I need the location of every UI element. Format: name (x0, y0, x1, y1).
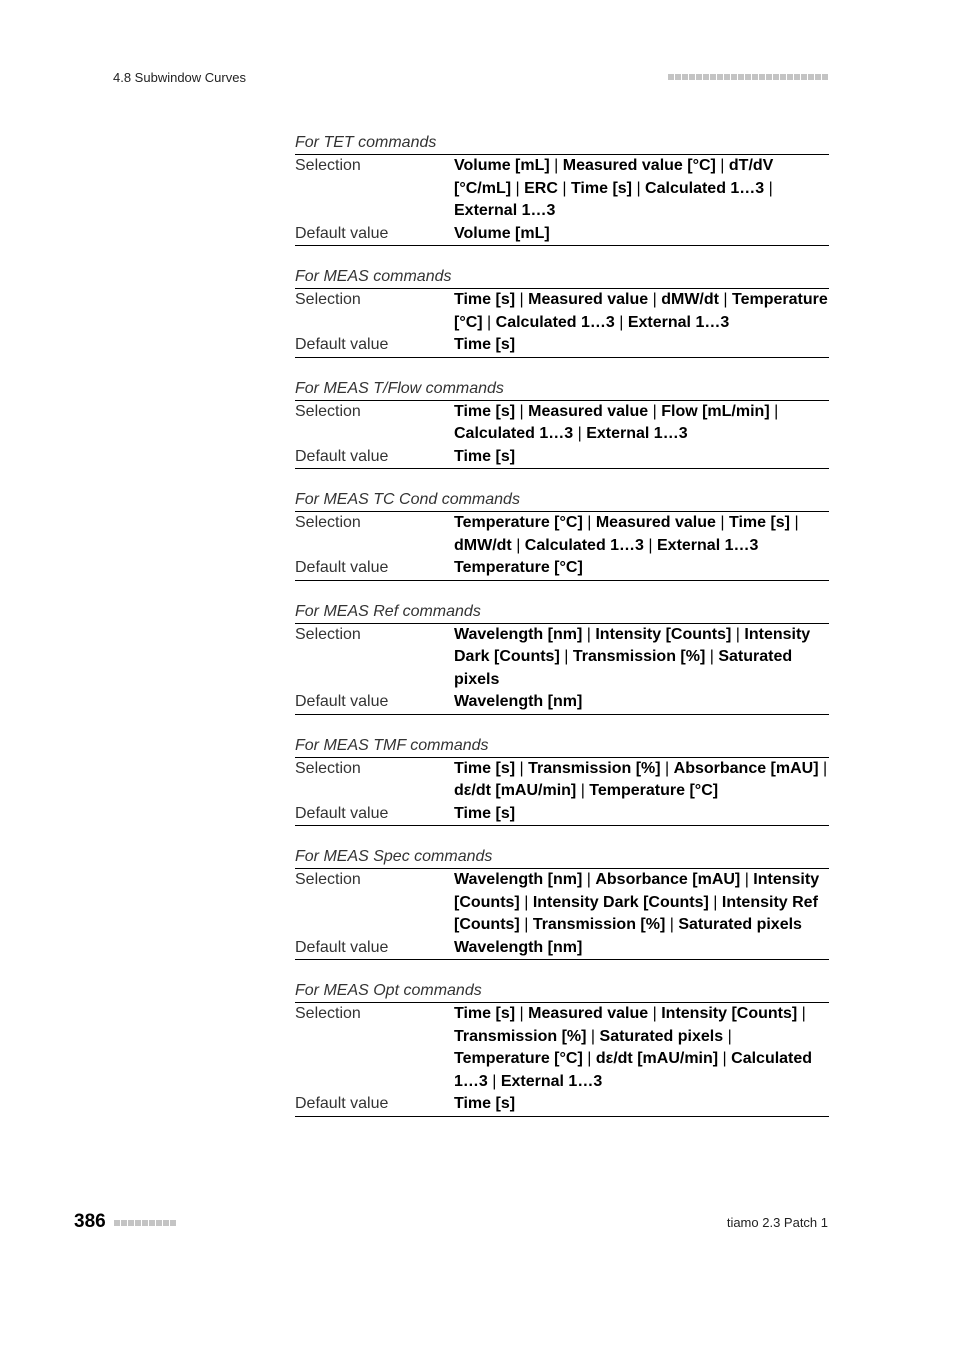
selection-option: Temperature [°C] (454, 1050, 583, 1067)
option-separator: | (648, 1005, 662, 1022)
option-separator: | (818, 759, 828, 777)
selection-option: dMW/dt (661, 291, 719, 308)
default-value: Time [s] (454, 804, 516, 822)
decoration-square (149, 1220, 155, 1226)
product-name: tiamo 2.3 Patch 1 (726, 1215, 828, 1230)
selection-option: Flow [mL/min] (661, 402, 770, 420)
selection-row (295, 624, 829, 692)
selection-label: Selection (295, 759, 361, 777)
selection-option: dε/dt [mAU/min] (595, 1050, 719, 1067)
option-separator: | (557, 179, 571, 197)
selection-row (295, 869, 829, 937)
command-group (295, 489, 829, 581)
decoration-square (752, 74, 758, 80)
selection-option: Intensity Dark [Counts] (532, 893, 709, 911)
decoration-square (142, 1220, 148, 1226)
option-separator: | (482, 313, 496, 331)
decoration-square (114, 1220, 120, 1226)
footer-decoration (114, 1220, 176, 1226)
option-separator: | (731, 625, 745, 643)
selection-option: Temperature [°C] (454, 291, 828, 331)
selection-option: Wavelength [nm] (454, 625, 583, 643)
selection-option: Time [s] (454, 1005, 516, 1022)
selection-option: Volume [mL] (454, 157, 550, 174)
option-separator: | (519, 916, 533, 933)
selection-option: Measured value (528, 291, 649, 308)
selection-option: External 1…3 (586, 425, 688, 442)
selection-option: Saturated pixels (678, 916, 802, 933)
selection-values (454, 289, 829, 334)
option-separator: | (614, 313, 628, 331)
default-label: Default value (295, 804, 389, 822)
option-separator: | (665, 916, 679, 933)
option-separator: | (515, 291, 529, 308)
selection-option: Measured value (528, 402, 649, 420)
selection-values (454, 401, 829, 446)
default-label: Default value (295, 447, 389, 465)
decoration-square (780, 74, 786, 80)
option-separator: | (643, 536, 657, 554)
selection-option: Calculated 1…3 (454, 1050, 813, 1090)
selection-option: Measured value (528, 1005, 649, 1022)
selection-row (295, 289, 829, 334)
selection-option: Intensity Dark [Counts] (454, 625, 811, 665)
default-value: Time [s] (454, 336, 516, 353)
option-separator: | (632, 179, 646, 197)
selection-row (295, 1003, 829, 1093)
default-label: Default value (295, 938, 389, 956)
group-caption: For TET commands (295, 132, 829, 155)
selection-label: Selection (295, 1005, 361, 1022)
option-separator: | (511, 536, 525, 554)
option-separator: | (769, 402, 779, 420)
default-value: Wavelength [nm] (454, 938, 583, 956)
group-caption: For MEAS TMF commands (295, 735, 829, 758)
selection-option: dε/dt [mAU/min] (454, 782, 577, 799)
selection-option: dT/dV [°C/mL] (454, 157, 774, 197)
group-caption: For MEAS commands (295, 266, 829, 289)
default-row (295, 334, 829, 358)
default-value: Time [s] (454, 447, 516, 465)
option-separator: | (586, 1027, 600, 1045)
selection-option: Intensity [Counts] (595, 625, 732, 643)
group-caption: For MEAS Spec commands (295, 846, 829, 869)
option-separator: | (582, 514, 596, 531)
decoration-square (745, 74, 751, 80)
selection-values (454, 624, 829, 692)
selection-option: External 1…3 (500, 1072, 603, 1090)
option-separator: | (715, 514, 729, 531)
selection-option: ERC (524, 179, 558, 197)
decoration-square (815, 74, 821, 80)
selection-option: Temperature [°C] (589, 782, 719, 799)
selection-option: Calculated 1…3 (524, 536, 644, 554)
command-group (295, 980, 829, 1117)
selection-values (454, 512, 829, 557)
decoration-square (787, 74, 793, 80)
decoration-square (801, 74, 807, 80)
selection-label: Selection (295, 871, 361, 888)
selection-option: Time [s] (454, 291, 516, 308)
decoration-square (773, 74, 779, 80)
option-separator: | (790, 514, 799, 531)
selection-values (454, 155, 829, 223)
decoration-square (724, 74, 730, 80)
selection-option: Calculated 1…3 (454, 425, 574, 442)
command-group (295, 846, 829, 960)
decoration-square (822, 74, 828, 80)
selection-option: Temperature [°C] (454, 514, 583, 531)
decoration-square (163, 1220, 169, 1226)
selection-option: Saturated pixels (599, 1027, 724, 1045)
decoration-square (156, 1220, 162, 1226)
option-separator: | (764, 179, 773, 197)
decoration-square (682, 74, 688, 80)
option-separator: | (549, 157, 563, 174)
option-separator: | (576, 782, 590, 799)
decoration-square (696, 74, 702, 80)
group-caption: For MEAS TC Cond commands (295, 489, 829, 512)
decoration-square (668, 74, 674, 80)
decoration-square (766, 74, 772, 80)
group-caption: For MEAS T/Flow commands (295, 378, 829, 401)
selection-label: Selection (295, 402, 361, 420)
option-separator: | (708, 893, 722, 911)
selection-option: Measured value (595, 514, 716, 531)
selection-label: Selection (295, 514, 361, 531)
default-value: Volume [mL] (454, 224, 550, 242)
selection-label: Selection (295, 291, 361, 308)
decoration-square (689, 74, 695, 80)
option-separator: | (519, 893, 533, 911)
default-value: Wavelength [nm] (454, 693, 583, 710)
decoration-square (135, 1220, 141, 1226)
selection-option: Intensity [Counts] (661, 1005, 798, 1022)
command-group (295, 735, 829, 827)
selection-values (454, 758, 829, 803)
selection-row (295, 401, 829, 446)
option-separator: | (515, 759, 529, 777)
option-separator: | (648, 291, 662, 308)
decoration-square (794, 74, 800, 80)
selection-option: External 1…3 (657, 536, 759, 554)
default-row (295, 803, 829, 827)
option-separator: | (715, 157, 729, 174)
selection-option: Intensity [Counts] (454, 871, 820, 911)
option-separator: | (660, 759, 674, 777)
default-label: Default value (295, 693, 389, 710)
selection-option: Transmission [%] (572, 648, 706, 665)
selection-option: Measured value [°C] (562, 157, 716, 174)
group-caption: For MEAS Opt commands (295, 980, 829, 1003)
selection-label: Selection (295, 625, 361, 643)
selection-option: Time [s] (454, 759, 516, 777)
default-value: Time [s] (454, 1095, 516, 1112)
selection-option: Saturated pixels (454, 648, 793, 688)
command-group (295, 378, 829, 470)
selection-option: Transmission [%] (454, 1027, 587, 1045)
option-separator: | (582, 871, 596, 888)
selection-label: Selection (295, 157, 361, 174)
decoration-square (675, 74, 681, 80)
option-separator: | (582, 1050, 596, 1067)
selection-values (454, 869, 829, 937)
decoration-square (808, 74, 814, 80)
selection-option: Time [s] (454, 402, 516, 420)
selection-option: Intensity Ref [Counts] (454, 893, 818, 933)
default-label: Default value (295, 224, 389, 242)
default-label: Default value (295, 336, 389, 353)
default-row (295, 937, 829, 961)
curve-options-content (295, 132, 829, 1137)
default-row (295, 1093, 829, 1117)
selection-option: Wavelength [nm] (454, 871, 583, 888)
default-row (295, 223, 829, 247)
decoration-square (717, 74, 723, 80)
decoration-square (738, 74, 744, 80)
selection-option: Absorbance [mAU] (595, 871, 741, 888)
selection-row (295, 155, 829, 223)
option-separator: | (515, 1005, 529, 1022)
option-separator: | (573, 425, 587, 442)
default-value: Temperature [°C] (454, 559, 583, 576)
option-separator: | (718, 291, 733, 308)
selection-option: External 1…3 (454, 202, 556, 219)
selection-option: dMW/dt (454, 536, 512, 554)
selection-option: External 1…3 (627, 313, 730, 331)
running-header-section: 4.8 Subwindow Curves (113, 70, 246, 85)
command-group (295, 132, 829, 246)
option-separator: | (487, 1072, 501, 1090)
selection-row (295, 512, 829, 557)
option-separator: | (582, 625, 596, 643)
decoration-square (121, 1220, 127, 1226)
default-label: Default value (295, 559, 389, 576)
selection-row (295, 758, 829, 803)
decoration-square (170, 1220, 176, 1226)
default-label: Default value (295, 1095, 389, 1112)
option-separator: | (648, 402, 662, 420)
option-separator: | (723, 1027, 732, 1045)
selection-values (454, 1003, 829, 1093)
selection-option: Calculated 1…3 (645, 179, 765, 197)
selection-option: Transmission [%] (528, 759, 661, 777)
option-separator: | (740, 871, 754, 888)
default-row (295, 691, 829, 715)
default-row (295, 557, 829, 581)
default-row (295, 446, 829, 470)
option-separator: | (705, 648, 719, 665)
option-separator: | (515, 402, 529, 420)
selection-option: Time [s] (728, 514, 791, 531)
header-decoration (668, 74, 828, 80)
option-separator: | (797, 1005, 806, 1022)
decoration-square (759, 74, 765, 80)
option-separator: | (718, 1050, 732, 1067)
decoration-square (710, 74, 716, 80)
command-group (295, 266, 829, 358)
decoration-square (703, 74, 709, 80)
option-separator: | (559, 648, 573, 665)
selection-option: Time [s] (570, 179, 632, 197)
group-caption: For MEAS Ref commands (295, 601, 829, 624)
selection-option: Transmission [%] (532, 916, 666, 933)
selection-option: Absorbance [mAU] (673, 759, 819, 777)
decoration-square (731, 74, 737, 80)
command-group (295, 601, 829, 715)
page-number: 386 (74, 1211, 106, 1232)
option-separator: | (511, 179, 525, 197)
selection-option: Calculated 1…3 (495, 313, 615, 331)
decoration-square (128, 1220, 134, 1226)
